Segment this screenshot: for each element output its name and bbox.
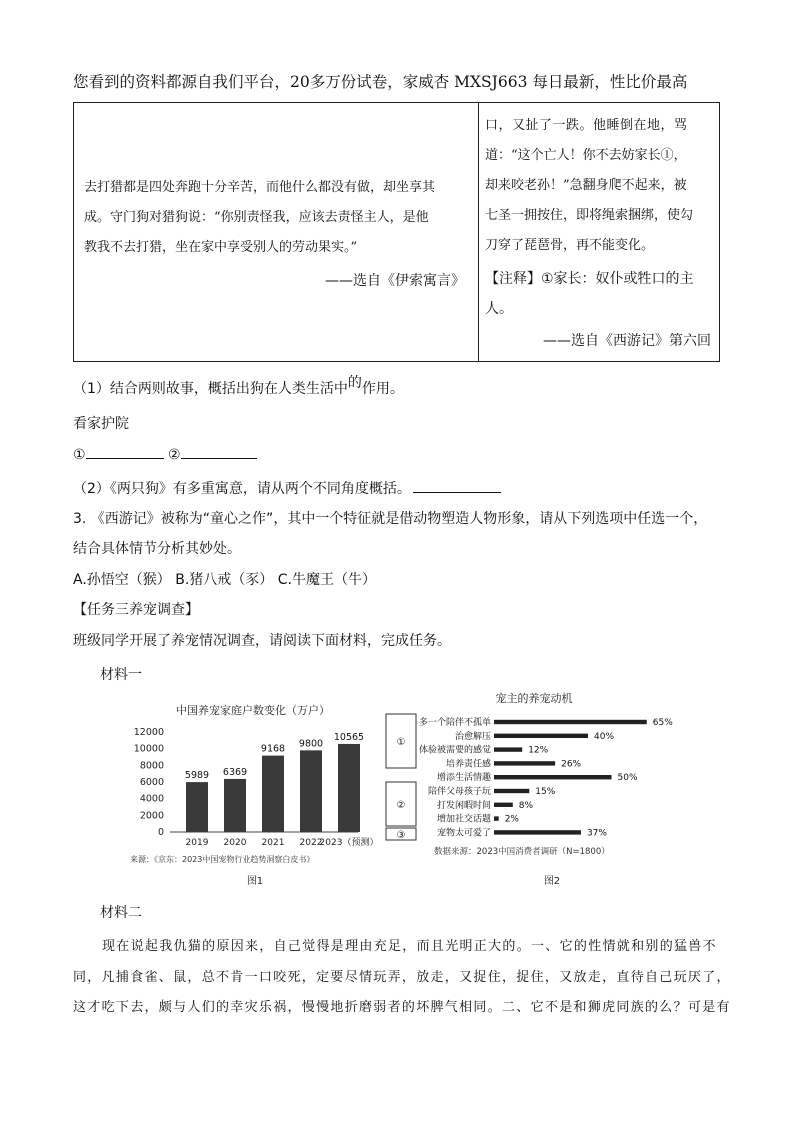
hbar-value-label: 50%	[617, 773, 638, 784]
household-bar-chart	[120, 698, 390, 890]
hbar	[494, 747, 522, 751]
right-cell-note: 【注释】①家长：奴仆或牲口的主	[485, 271, 694, 287]
blank-3[interactable]	[413, 478, 501, 493]
y-tick-label: 0	[157, 827, 164, 838]
blank-1[interactable]	[86, 444, 164, 459]
bar	[338, 744, 360, 832]
bar-value-label: 9800	[298, 738, 324, 750]
category-label: 打发闲暇时间	[436, 800, 491, 811]
bar	[262, 756, 284, 832]
left-cell-source: ——选自《伊索寓言》	[325, 273, 465, 289]
hbar-value-label: 2%	[504, 814, 519, 825]
hbar-value-label: 15%	[535, 787, 556, 797]
answer-1: 看家护院	[73, 416, 129, 432]
bar-value-label: 9168	[260, 743, 286, 755]
hbar	[494, 775, 612, 779]
category-label: 培养责任感	[445, 759, 491, 770]
hbar-value-label: 65%	[652, 718, 673, 728]
blank-2[interactable]	[181, 444, 257, 459]
task-3-title: 【任务三养宠调查】	[73, 602, 199, 618]
right-cell-line: 道：“这个亡人！你不去妨家长①，	[485, 148, 687, 163]
hbar	[494, 761, 555, 765]
right-cell-note: 人。	[485, 301, 513, 317]
hbar-value-label: 12%	[528, 745, 549, 756]
y-tick-label: 4000	[139, 793, 164, 805]
chart1-source: 来源：《京东：2023中国宠物行业趋势洞察白皮书》	[130, 855, 315, 864]
hbar	[494, 803, 513, 807]
right-cell-line: 七圣一拥按住，即将绳索捆绑，使勾	[485, 208, 694, 223]
y-tick-label: 10000	[133, 743, 164, 755]
category-label: 治愈解压	[454, 731, 491, 742]
category-label: 体验被需要的感觉	[418, 745, 491, 756]
chart1-caption: 图1	[246, 876, 264, 887]
right-cell-line: 口，又扯了一跌。他睡倒在地，骂	[485, 118, 688, 133]
material-1-label: 材料一	[100, 667, 142, 683]
bar	[224, 779, 246, 832]
question-3-line: 结合具体情节分析其妙处。	[73, 541, 241, 557]
chart2-caption: 图2	[543, 876, 561, 887]
category-label: 多一个陪伴不孤单	[418, 718, 491, 728]
group-box-label: ①	[396, 737, 406, 748]
x-tick-label: 2019	[185, 838, 209, 848]
y-tick-label: 6000	[139, 777, 164, 788]
chart1-title: 中国养宠家庭户数变化（万户）	[176, 704, 330, 717]
bar	[186, 782, 208, 832]
hbar-value-label: 40%	[594, 731, 615, 742]
y-tick-label: 8000	[139, 760, 164, 772]
answer-blanks: ① ②	[73, 444, 257, 463]
x-tick-label: 2021	[261, 838, 285, 848]
left-cell-line: 教我不去打猎，坐在家中享受别人的劳动果实。”	[84, 240, 358, 255]
group-box-label: ③	[396, 830, 406, 841]
chart2-source: 数据来源：2023中国消费者调研（N=1800）	[434, 847, 610, 857]
paragraph-line: 现在说起我仇猫的原因来，自己觉得是理由充足，而且光明正大的。一、它的性情就和别的猛兽不	[102, 939, 717, 954]
y-tick-label: 2000	[139, 810, 164, 822]
hbar	[494, 830, 581, 834]
category-label: 宠物太可爱了	[436, 828, 491, 839]
hbar	[494, 720, 647, 724]
page-header-banner: 您看到的资料都源自我们平台，20多万份试卷，家威杏 MXSJ663 每日最新，性比价最高	[73, 73, 688, 91]
paragraph-line: 这才吃下去，颇与人们的幸灾乐祸，慢慢地折磨弱者的坏脾气相同。二、它不是和狮虎同族的么？可是有	[73, 1000, 731, 1015]
left-cell-line: 去打猎都是四处奔跑十分辛苦，而他什么都没有做，却坐享其	[84, 180, 436, 195]
hbar-value-label: 37%	[586, 828, 607, 839]
right-cell-line: 却来咬老孙！”急翻身爬不起来，被	[485, 178, 687, 193]
motivation-bar-chart	[382, 688, 712, 890]
hbar	[494, 789, 529, 793]
group-box-label: ②	[396, 800, 406, 811]
hbar-value-label: 26%	[561, 759, 582, 770]
chart2-title: 宠主的养宠动机	[495, 692, 573, 705]
task-3-intro: 班级同学开展了养宠情况调查，请阅读下面材料，完成任务。	[73, 633, 451, 649]
table-divider	[478, 103, 479, 361]
material-2-label: 材料二	[100, 905, 142, 921]
category-label: 增添生活情趣	[436, 773, 491, 784]
x-tick-label: 2022	[299, 838, 323, 848]
right-cell-source: ——选自《西游记》第六回	[543, 333, 711, 349]
bar	[300, 750, 322, 832]
y-tick-label: 12000	[133, 727, 164, 738]
story-table	[73, 102, 720, 362]
hbar-value-label: 8%	[518, 800, 534, 811]
bar-value-label: 10565	[333, 731, 365, 743]
question-3-line: 3. 《西游记》被称为“童心之作”，其中一个特征就是借动物塑造人物形象，请从下列选项中任选一个，	[73, 511, 708, 527]
x-tick-label: 2023（预测）	[319, 838, 379, 848]
right-cell-line: 刀穿了琵琶骨，再不能变化。	[485, 238, 655, 253]
answer-options: A.孙悟空（猴） B.猪八戒（豕） C.牛魔王（牛）	[73, 572, 376, 588]
hbar	[494, 816, 499, 820]
category-label: 陪伴父母孩子玩	[427, 787, 491, 797]
paragraph-line: 同，凡捕食雀、鼠，总不肯一口咬死，定要尽情玩弄，放走，又捉住，捉住，又放走，直待自己玩厌了，	[73, 970, 731, 985]
x-tick-label: 2020	[223, 838, 247, 848]
hbar	[494, 734, 588, 738]
question-2: （2）《两只狗》有多重寓意，请从两个不同角度概括。	[73, 478, 501, 498]
question-1: （1）结合两则故事，概括出狗在人类生活中的作用。	[73, 375, 404, 397]
bar-value-label: 6369	[222, 766, 248, 778]
left-cell-line: 成。守门狗对猎狗说：“你别责怪我，应该去责怪主人，是他	[84, 210, 429, 225]
category-label: 增加社交话题	[436, 814, 491, 825]
bar-value-label: 5989	[184, 770, 210, 782]
